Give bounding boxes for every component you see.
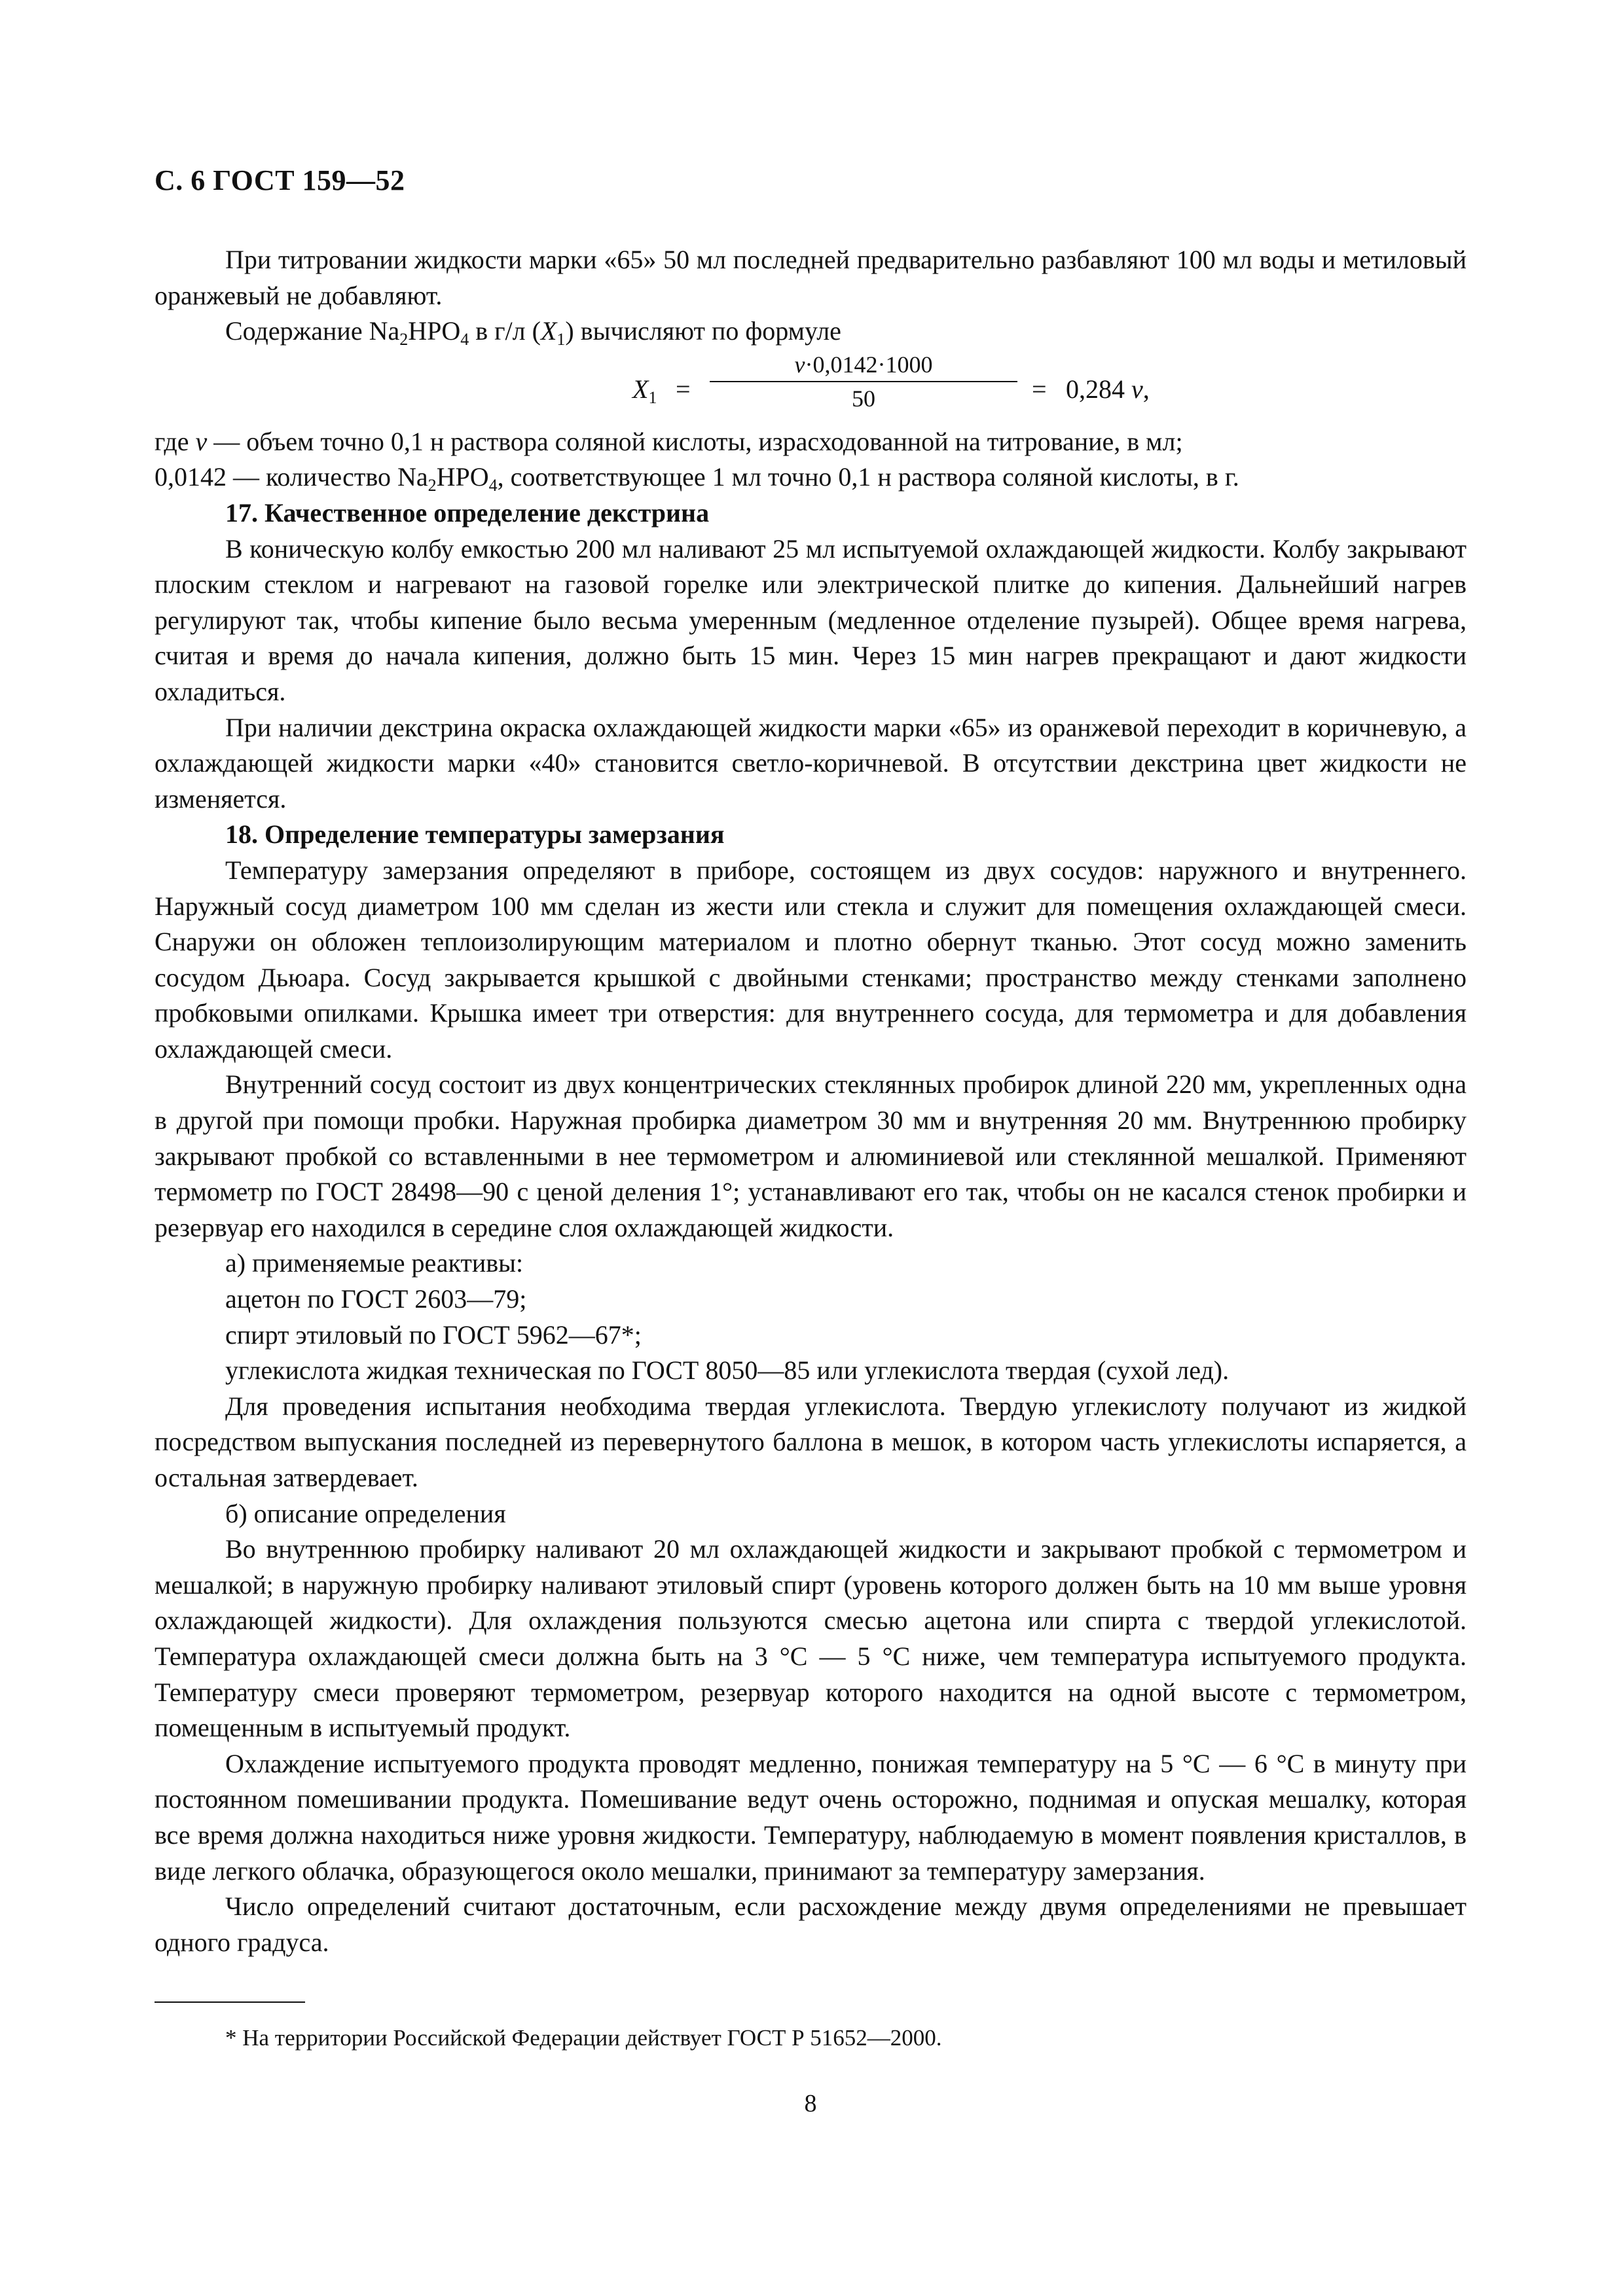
section-18-paragraph-1: Температуру замерзания определяют в приборе, состоящем из двух сосудов: наружного и внутреннего. Наружный сосуд диаметром 100 мм сделан из жести или стекла и служит для помещения охлаждающей смеси. Снаружи он обложен теплоизолирующим материалом и плотно обернут тканью. Этот сосуд можно заменить сосудом Дьюара. Сосуд закрывается крышкой с двойными стенками; пространство между стенками заполнено пробковыми опилками. Крышка имеет три отверстия: для внутреннего сосуда, для термометра и для добавления охлаждающей смеси. [155, 855, 1467, 1064]
formula-rhs: 0,284 v, [1066, 374, 1150, 404]
formula-equals-2: = [1032, 374, 1047, 404]
paragraph-formula-intro: Содержание $Na_2HPO_4$ в г/л $(X_1)$ вычисляют по формуле [225, 316, 841, 350]
section-18-paragraph-6: Число определений считают достаточным, если расхождение между двумя определениями не превышает одного градуса. [155, 1892, 1467, 1957]
paragraph-titration: При титровании жидкости марки «65» 50 мл последней предварительно разбавляют 100 мл воды и метиловый оранжевый не добавляют. [155, 245, 1467, 310]
footnote: * На территории Российской Федерации действует ГОСТ Р 51652—2000. [225, 2025, 942, 2051]
section-18-item-b: б) описание определения [225, 1498, 506, 1528]
section-18-paragraph-2: Внутренний сосуд состоит из двух концентрических стеклянных пробирок длиной 220 мм, укрепленных одна в другой при помощи пробки. Наружная пробирка диаметром 30 мм и внутренняя 20 мм. Внутреннюю пробирку закрывают пробкой со вставленными в нее термометром и алюминиевой или стеклянной мешалкой. Применяют термометр по ГОСТ 28498—90 с ценой деления 1°; устанавливают его так, чтобы он не касался стенок пробирки и резервуар его находился в середине слоя охлаждающей жидкости. [155, 1069, 1467, 1242]
section-18-heading: 18. Определение температуры замерзания [225, 819, 725, 850]
section-17-heading: 17. Качественное определение декстрина [225, 497, 710, 528]
formula-denominator: 50 [852, 385, 875, 412]
reagent-co2: углекислота жидкая техническая по ГОСТ 8050—85 или углекислота твердая (сухой лед). [225, 1355, 1230, 1386]
page-header: С. 6 ГОСТ 159—52 [155, 164, 405, 196]
formula-lhs: $X_1$ [632, 374, 657, 407]
reagent-ethanol: спирт этиловый по ГОСТ 5962—67*; [225, 1319, 642, 1350]
document-page [155, 0, 1467, 2296]
formula-x1 [155, 350, 1467, 424]
section-18-paragraph-4: Во внутреннюю пробирку наливают 20 мл охлаждающей жидкости и закрывают пробкой с термометром и мешалкой; в наружную пробирку наливают этиловый спирт (уровень которого должен быть на 10 мм выше уровня охлаждающей жидкости). Для охлаждения пользуются смесью ацетона или спирта с твердой углекислотой. Температура охлаждающей смеси должна быть на 3 °С — 5 °С ниже, чем температура испытуемого продукта. Температуру смеси проверяют термометром, резервуар которого находится на одной высоте с термометром, помещенным в испытуемый продукт. [155, 1534, 1467, 1743]
formula-numerator: v·0,0142·1000 [710, 350, 1017, 382]
section-18-paragraph-3: Для проведения испытания необходима твердая углекислота. Твердую углекислоту получают из жидкой посредством выпускания последней из перевернутого баллона в мешок, в котором часть углекислоты испаряется, а остальная затвердевает. [155, 1391, 1467, 1492]
formula-fraction [710, 350, 1017, 414]
definition-v: где v — объем точно 0,1 н раствора соляной кислоты, израсходованной на титрование, в мл; [155, 426, 1183, 456]
definition-coefficient: 0,0142 — количество $Na_2HPO_4$, соответствующее 1 мл точно 0,1 н раствора соляной кислоты, в г. [155, 462, 1239, 495]
reagent-acetone: ацетон по ГОСТ 2603—79; [225, 1284, 527, 1314]
document-body [155, 242, 1467, 1960]
section-17-paragraph-1: В коническую колбу емкостью 200 мл наливают 25 мл испытуемой охлаждающей жидкости. Колбу закрывают плоским стеклом и нагревают на газовой горелке или электрической плитке до кипения. Дальнейший нагрев регулируют так, чтобы кипение было весьма умеренным (медленное отделение пузырей). Общее время нагрева, считая и время до начала кипения, должно быть 15 мин. Через 15 мин нагрев прекращают и дают жидкости охладиться. [155, 533, 1467, 706]
formula-equals: = [676, 374, 691, 404]
section-18-item-a: а) применяемые реактивы: [225, 1248, 524, 1278]
footnote-divider [155, 2001, 305, 2003]
section-18-paragraph-5: Охлаждение испытуемого продукта проводят медленно, понижая температуру на 5 °С — 6 °С в минуту при постоянном помешивании продукта. Помешивание ведут очень осторожно, поднимая и опуская мешалку, которая все время должна находиться ниже уровня жидкости. Температуру, наблюдаемую в момент появления кристаллов, в виде легкого облачка, образующегося около мешалки, принимают за температуру замерзания. [155, 1748, 1467, 1886]
page-number: 8 [804, 2090, 817, 2117]
section-17-paragraph-2: При наличии декстрина окраска охлаждающей жидкости марки «65» из оранжевой переходит в коричневую, а охлаждающей жидкости марки «40» становится светло-коричневой. В отсутствии декстрина цвет жидкости не изменяется. [155, 712, 1467, 814]
